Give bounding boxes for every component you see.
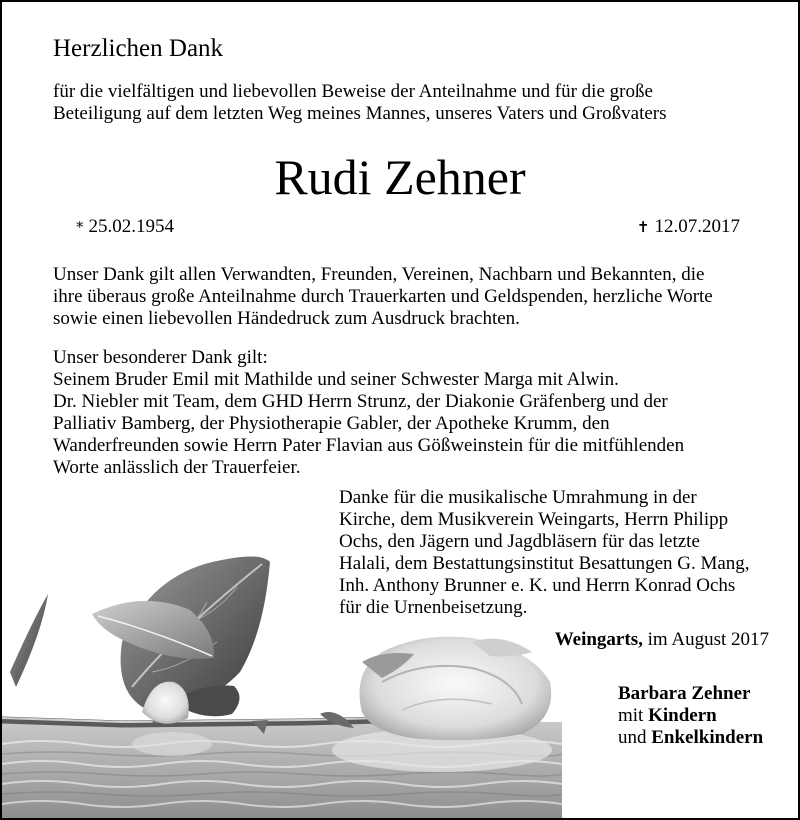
paragraph-line: für die Urnenbeisetzung. bbox=[339, 597, 528, 618]
paragraph-line: Dr. Niebler mit Team, dem GHD Herrn Strunz, der Diakonie Gräfenberg und der bbox=[53, 391, 668, 412]
signature-children: Kindern bbox=[648, 705, 717, 726]
paragraph-line: Unser besonderer Dank gilt: bbox=[53, 347, 268, 368]
paragraph-line: Palliativ Bamberg, der Physiotherapie Gabler, der Apotheke Krumm, den bbox=[53, 413, 610, 434]
heading: Herzlichen Dank bbox=[53, 35, 224, 62]
paragraph-line: Halali, dem Bestattungsinstitut Besattungen G. Mang, bbox=[339, 553, 750, 574]
cross-icon: ✝ bbox=[636, 218, 650, 236]
birth-date bbox=[76, 216, 174, 238]
paragraph-line: Wanderfreunden sowie Herrn Pater Flavian aus Gößweinstein für die mitfühlenden bbox=[53, 435, 685, 456]
place-date bbox=[555, 629, 769, 651]
paragraph-line: sowie einen liebevollen Händedruck zum Ausdruck brachten. bbox=[53, 308, 520, 329]
date-text: im August 2017 bbox=[647, 629, 769, 650]
paragraph-line: Unser Dank gilt allen Verwandten, Freunden, Vereinen, Nachbarn und Bekannten, die bbox=[53, 264, 705, 285]
death-date bbox=[637, 216, 740, 238]
paragraph-line: Danke für die musikalische Umrahmung in der bbox=[339, 487, 697, 508]
thanks-paragraph bbox=[53, 264, 773, 330]
paragraph-line: Seinem Bruder Emil mit Mathilde und seiner Schwester Marga mit Alwin. bbox=[53, 369, 619, 390]
signature-grandchildren: Enkelkindern bbox=[651, 727, 764, 748]
paragraph-line: Inh. Anthony Brunner e. K. und Herrn Konrad Ochs bbox=[339, 575, 736, 596]
intro-text bbox=[53, 81, 753, 125]
paragraph-line: Kirche, dem Musikverein Weingarts, Herrn Philipp bbox=[339, 509, 729, 530]
paragraph-line: ihre überaus große Anteilnahme durch Trauerkarten und Geldspenden, herzliche Worte bbox=[53, 286, 713, 307]
paragraph-line: Ochs, den Jägern und Jagdbläsern für das letzte bbox=[339, 531, 700, 552]
music-thanks-paragraph bbox=[339, 487, 779, 619]
signer-name: Barbara Zehner bbox=[618, 683, 751, 704]
special-thanks-paragraph bbox=[53, 347, 773, 479]
place: Weingarts, bbox=[554, 629, 643, 650]
intro-line: Beteiligung auf dem letzten Weg meines Mannes, unseres Vaters und Großvaters bbox=[53, 103, 667, 124]
signature-prefix: und bbox=[618, 727, 652, 748]
deceased-name: Rudi Zehner bbox=[274, 149, 526, 205]
signature-prefix: mit bbox=[618, 705, 649, 726]
paragraph-line: Worte anlässlich der Trauerfeier. bbox=[53, 457, 301, 478]
death-date-value: 12.07.2017 bbox=[654, 216, 740, 237]
star-icon: * bbox=[76, 218, 84, 236]
signature bbox=[618, 683, 763, 749]
intro-line: für die vielfältigen und liebevollen Beweise der Anteilnahme und für die große bbox=[53, 81, 653, 102]
birth-date-value: 25.02.1954 bbox=[88, 216, 174, 237]
